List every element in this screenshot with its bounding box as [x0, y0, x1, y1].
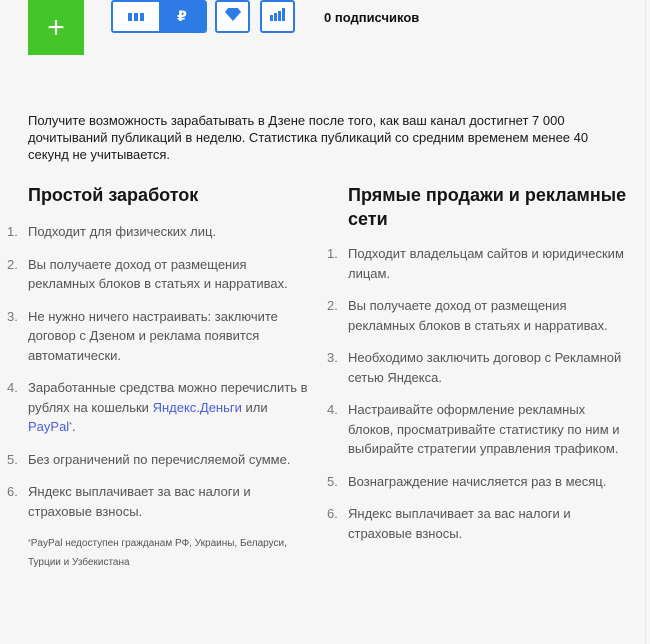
simple-earnings-title: Простой заработок — [28, 185, 199, 205]
list-item: 3. Необходимо заключить договор с Рекламной сетью Яндекса. — [327, 350, 622, 385]
list-item: 2. Вы получаете доход от размещения рекламных блоков в статьях и нарративах. — [327, 298, 608, 333]
monetization-button[interactable] — [159, 2, 205, 31]
list-item: 6. Яндекс выплачивает за вас налоги и страховые взносы. — [327, 506, 571, 541]
yandex-money-link[interactable]: Яндекс.Деньги — [152, 399, 242, 415]
list-item: 1. Подходит для физических лиц. — [7, 224, 217, 239]
intro-text: Получите возможность зарабатывать в Дзене после того, как ваш канал достигнет 7 000 дочитываний публикаций в неделю. Статистика публикаций со средним временем менее 40 секунд не учитывается. — [28, 113, 589, 162]
direct-sales-title: Прямые продажи и рекламные сети — [348, 185, 627, 229]
subscriber-count: 0 подписчиков — [324, 10, 420, 25]
list-item: 1. Подходит владельцам сайтов и юридическим лицам. — [327, 246, 624, 281]
divider — [645, 0, 646, 644]
premium-button[interactable] — [215, 0, 250, 33]
bar-chart-icon — [270, 8, 285, 26]
list-item: 5. Без ограничений по перечисляемой сумме. — [7, 451, 291, 467]
list-item: 5. Вознаграждение начисляется раз в месяц. — [327, 473, 607, 489]
direct-sales-list — [327, 244, 633, 543]
add-button[interactable]: + — [28, 0, 84, 55]
list-item: 4. Настраивайте оформление рекламных блоков, просматривайте статистику по ним и выбирайте стратегии управления трафиком. — [327, 402, 620, 456]
ruble-icon: ₽ — [177, 8, 187, 24]
paypal-footnote: *PayPal недоступен гражданам РФ, Украины, Беларуси, Турции и Узбекистана — [28, 538, 287, 568]
columns-view-button[interactable] — [113, 2, 159, 31]
columns-icon — [128, 8, 144, 26]
direct-sales-column — [327, 183, 633, 556]
simple-earnings-list — [7, 222, 308, 521]
footnote-marker: * — [69, 422, 72, 429]
statistics-button[interactable] — [260, 0, 295, 33]
paypal-link[interactable]: PayPal — [28, 419, 70, 434]
diamond-icon — [225, 8, 241, 26]
list-item: 4. Заработанные средства можно перечислить в рублях на кошельки Яндекс.Деньги или PayPal*. — [7, 380, 308, 434]
list-item: 3. Не нужно ничего настраивать: заключите договор с Дзеном и реклама появится автоматически. — [7, 308, 278, 363]
list-item: 6. Яндекс выплачивает за вас налоги и страховые взносы. — [7, 484, 251, 519]
list-item: 2. Вы получаете доход от размещения рекламных блоков в статьях и нарративах. — [7, 256, 288, 291]
simple-earnings-column — [7, 183, 308, 572]
view-toggle-group — [111, 0, 207, 33]
